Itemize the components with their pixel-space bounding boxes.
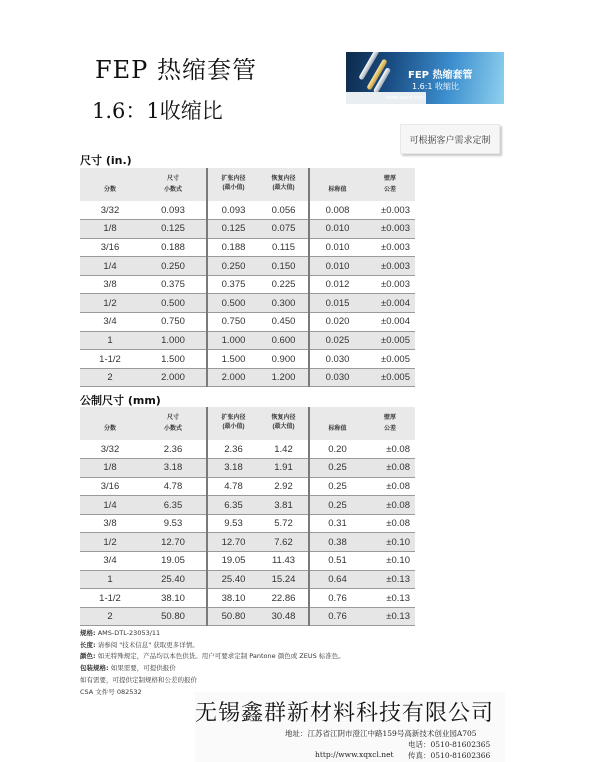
product-notes xyxy=(80,628,345,698)
cell-expanded: 2.000 xyxy=(207,368,259,387)
cell-recovered: 0.300 xyxy=(259,294,309,313)
table-row xyxy=(80,607,415,626)
table-row xyxy=(80,294,415,313)
cell-fraction: 3/32 xyxy=(80,201,140,220)
banner-subtitle: 1.6:1 收缩比 xyxy=(412,82,460,91)
cell-fraction: 1/4 xyxy=(80,496,140,515)
imperial-section-title: 尺寸 (in.) xyxy=(80,154,132,167)
cell-fraction: 3/8 xyxy=(80,275,140,294)
cell-recovered: 0.150 xyxy=(259,257,309,276)
cell-tolerance: ±0.13 xyxy=(365,570,415,589)
cell-fraction: 3/32 xyxy=(80,440,140,459)
cell-decimal: 50.80 xyxy=(140,607,207,626)
company-info xyxy=(195,692,505,762)
cell-recovered: 0.075 xyxy=(259,220,309,239)
cell-fraction: 1/4 xyxy=(80,257,140,276)
cell-fraction: 1 xyxy=(80,570,140,589)
cell-decimal: 6.35 xyxy=(140,496,207,515)
cell-decimal: 2.36 xyxy=(140,440,207,459)
banner-url: www.xqxcl.com xyxy=(386,95,425,101)
cell-nominal: 0.010 xyxy=(309,257,365,276)
cell-fraction: 1/2 xyxy=(80,294,140,313)
cell-nominal: 0.030 xyxy=(309,350,365,369)
cell-fraction: 2 xyxy=(80,368,140,387)
table-row xyxy=(80,440,415,459)
cell-decimal: 19.05 xyxy=(140,552,207,571)
cell-expanded: 0.188 xyxy=(207,238,259,257)
metric-size-table xyxy=(80,407,415,626)
cell-recovered: 15.24 xyxy=(259,570,309,589)
cell-decimal: 0.500 xyxy=(140,294,207,313)
cell-expanded: 50.80 xyxy=(207,607,259,626)
cell-fraction: 1/8 xyxy=(80,459,140,478)
cell-tolerance: ±0.13 xyxy=(365,589,415,608)
header-expanded: 扩张内径 (最小值) xyxy=(207,168,259,201)
table-row xyxy=(80,257,415,276)
company-url: http://www.xqxcl.net xyxy=(315,750,394,759)
cell-tolerance: ±0.004 xyxy=(365,294,415,313)
cell-decimal: 0.093 xyxy=(140,201,207,220)
header-fraction: 分数 xyxy=(103,426,116,432)
cell-decimal: 9.53 xyxy=(140,514,207,533)
cell-expanded: 0.125 xyxy=(207,220,259,239)
note-csa: CSA 文件号 082532 xyxy=(80,687,142,696)
cell-tolerance: ±0.08 xyxy=(365,477,415,496)
table-row xyxy=(80,368,415,387)
cell-nominal: 0.010 xyxy=(309,238,365,257)
header-nominal: 标称值 xyxy=(309,407,365,440)
metric-section-title: 公制尺寸 (mm) xyxy=(80,394,161,407)
header-decimal: 尺寸 小数式 xyxy=(163,415,182,432)
cell-expanded: 3.18 xyxy=(207,459,259,478)
cell-decimal: 1.500 xyxy=(140,350,207,369)
cell-fraction: 3/16 xyxy=(80,238,140,257)
cell-nominal: 0.76 xyxy=(309,607,365,626)
cell-recovered: 1.91 xyxy=(259,459,309,478)
cell-recovered: 2.92 xyxy=(259,477,309,496)
cell-expanded: 19.05 xyxy=(207,552,259,571)
cell-nominal: 0.20 xyxy=(309,440,365,459)
note-custom-quote: 如有需要，可提供定制规格和公差的报价 xyxy=(80,675,197,684)
cell-decimal: 0.125 xyxy=(140,220,207,239)
cell-nominal: 0.76 xyxy=(309,589,365,608)
cell-nominal: 0.25 xyxy=(309,496,365,515)
header-nominal: 标称值 xyxy=(309,168,365,201)
cell-expanded: 1.500 xyxy=(207,350,259,369)
table-header-row xyxy=(80,168,415,201)
imperial-size-table xyxy=(80,168,415,387)
cell-tolerance: ±0.003 xyxy=(365,220,415,239)
cell-nominal: 0.012 xyxy=(309,275,365,294)
header-tolerance: 壁厚 公差 xyxy=(383,415,396,432)
page-title: FEP 热缩套管 xyxy=(95,56,257,84)
cell-fraction: 1/2 xyxy=(80,533,140,552)
cell-nominal: 0.38 xyxy=(309,533,365,552)
cell-tolerance: ±0.08 xyxy=(365,514,415,533)
company-fax: 传真：0510-81602366 xyxy=(408,751,491,760)
header-fraction: 分数 xyxy=(103,187,116,193)
table-row xyxy=(80,514,415,533)
cell-nominal: 0.64 xyxy=(309,570,365,589)
header-expanded: 扩张内径 (最小值) xyxy=(207,407,259,440)
cell-tolerance: ±0.13 xyxy=(365,607,415,626)
page-subtitle: 1.6：1收缩比 xyxy=(92,99,223,123)
table-header-row xyxy=(80,407,415,440)
header-tolerance: 壁厚 公差 xyxy=(383,176,396,193)
cell-recovered: 0.115 xyxy=(259,238,309,257)
cell-nominal: 0.25 xyxy=(309,459,365,478)
table-row xyxy=(80,201,415,220)
cell-expanded: 0.250 xyxy=(207,257,259,276)
cell-decimal: 38.10 xyxy=(140,589,207,608)
cell-nominal: 0.015 xyxy=(309,294,365,313)
cell-decimal: 0.375 xyxy=(140,275,207,294)
cell-nominal: 0.010 xyxy=(309,220,365,239)
note-color: 颜色: 如无特殊规定，产品均以本色供货。用户可要求定制 Pantone 颜色或 ZEUS 标准色。 xyxy=(80,652,345,661)
cell-expanded: 25.40 xyxy=(207,570,259,589)
cell-fraction: 3/16 xyxy=(80,477,140,496)
cell-tolerance: ±0.004 xyxy=(365,313,415,332)
cell-expanded: 2.36 xyxy=(207,440,259,459)
cell-tolerance: ±0.08 xyxy=(365,459,415,478)
cell-expanded: 38.10 xyxy=(207,589,259,608)
product-banner-image xyxy=(346,52,504,104)
cell-tolerance: ±0.08 xyxy=(365,496,415,515)
cell-fraction: 1 xyxy=(80,331,140,350)
cell-tolerance: ±0.003 xyxy=(365,257,415,276)
cell-recovered: 0.056 xyxy=(259,201,309,220)
cell-decimal: 4.78 xyxy=(140,477,207,496)
cell-decimal: 2.000 xyxy=(140,368,207,387)
header-recovered: 恢复内径 (最大值) xyxy=(271,176,296,191)
cell-recovered: 0.225 xyxy=(259,275,309,294)
cell-recovered: 5.72 xyxy=(259,514,309,533)
table-row xyxy=(80,313,415,332)
cell-fraction: 1-1/2 xyxy=(80,350,140,369)
cell-nominal: 0.020 xyxy=(309,313,365,332)
cell-fraction: 3/4 xyxy=(80,313,140,332)
table-row xyxy=(80,570,415,589)
table-row xyxy=(80,589,415,608)
cell-recovered: 0.600 xyxy=(259,331,309,350)
note-packaging: 包装规格: 如果需要，可提供报价 xyxy=(80,664,176,673)
cell-recovered: 1.42 xyxy=(259,440,309,459)
cell-decimal: 0.250 xyxy=(140,257,207,276)
table-row xyxy=(80,477,415,496)
cell-nominal: 0.25 xyxy=(309,477,365,496)
cell-expanded: 12.70 xyxy=(207,533,259,552)
cell-tolerance: ±0.005 xyxy=(365,368,415,387)
table-row xyxy=(80,533,415,552)
cell-nominal: 0.51 xyxy=(309,552,365,571)
cell-recovered: 0.450 xyxy=(259,313,309,332)
cell-decimal: 0.188 xyxy=(140,238,207,257)
cell-nominal: 0.31 xyxy=(309,514,365,533)
cell-decimal: 0.750 xyxy=(140,313,207,332)
cell-tolerance: ±0.003 xyxy=(365,201,415,220)
header-recovered: 恢复内径 (最大值) xyxy=(271,415,296,430)
cell-expanded: 0.750 xyxy=(207,313,259,332)
company-name: 无锡鑫群新材料科技有限公司 xyxy=(195,701,495,726)
cell-decimal: 1.000 xyxy=(140,331,207,350)
company-phone: 电话：0510-81602365 xyxy=(408,740,491,749)
cell-nominal: 0.025 xyxy=(309,331,365,350)
cell-recovered: 30.48 xyxy=(259,607,309,626)
custom-note: 可根据客户需求定制 xyxy=(400,124,500,154)
company-address: 地址：江苏省江阴市澄江中路159号高新技术创业园A705 xyxy=(285,729,477,738)
cell-recovered: 7.62 xyxy=(259,533,309,552)
cell-tolerance: ±0.10 xyxy=(365,533,415,552)
note-spec: 规格: AMS-DTL-23053/11 xyxy=(80,629,161,637)
cell-expanded: 9.53 xyxy=(207,514,259,533)
cell-tolerance: ±0.08 xyxy=(365,440,415,459)
table-row xyxy=(80,275,415,294)
cell-decimal: 12.70 xyxy=(140,533,207,552)
cell-expanded: 6.35 xyxy=(207,496,259,515)
cell-expanded: 1.000 xyxy=(207,331,259,350)
cell-decimal: 25.40 xyxy=(140,570,207,589)
cell-expanded: 0.375 xyxy=(207,275,259,294)
cell-tolerance: ±0.005 xyxy=(365,350,415,369)
table-row xyxy=(80,220,415,239)
cell-nominal: 0.030 xyxy=(309,368,365,387)
table-row xyxy=(80,496,415,515)
cell-decimal: 3.18 xyxy=(140,459,207,478)
cell-expanded: 0.093 xyxy=(207,201,259,220)
cell-fraction: 1-1/2 xyxy=(80,589,140,608)
cell-recovered: 22.86 xyxy=(259,589,309,608)
cell-tolerance: ±0.003 xyxy=(365,238,415,257)
cell-tolerance: ±0.003 xyxy=(365,275,415,294)
table-row xyxy=(80,331,415,350)
cell-fraction: 2 xyxy=(80,607,140,626)
cell-tolerance: ±0.005 xyxy=(365,331,415,350)
table-row xyxy=(80,552,415,571)
table-row xyxy=(80,459,415,478)
cell-recovered: 3.81 xyxy=(259,496,309,515)
cell-recovered: 1.200 xyxy=(259,368,309,387)
table-row xyxy=(80,350,415,369)
cell-fraction: 1/8 xyxy=(80,220,140,239)
cell-expanded: 0.500 xyxy=(207,294,259,313)
cell-nominal: 0.008 xyxy=(309,201,365,220)
table-row xyxy=(80,238,415,257)
banner-title: FEP 热缩套管 xyxy=(408,70,473,81)
cell-fraction: 3/8 xyxy=(80,514,140,533)
note-length: 长度: 请参阅 "技术信息" 获取更多详情。 xyxy=(80,640,199,649)
cell-tolerance: ±0.10 xyxy=(365,552,415,571)
header-decimal: 尺寸 小数式 xyxy=(163,176,182,193)
cell-recovered: 11.43 xyxy=(259,552,309,571)
cell-expanded: 4.78 xyxy=(207,477,259,496)
cell-recovered: 0.900 xyxy=(259,350,309,369)
cell-fraction: 3/4 xyxy=(80,552,140,571)
